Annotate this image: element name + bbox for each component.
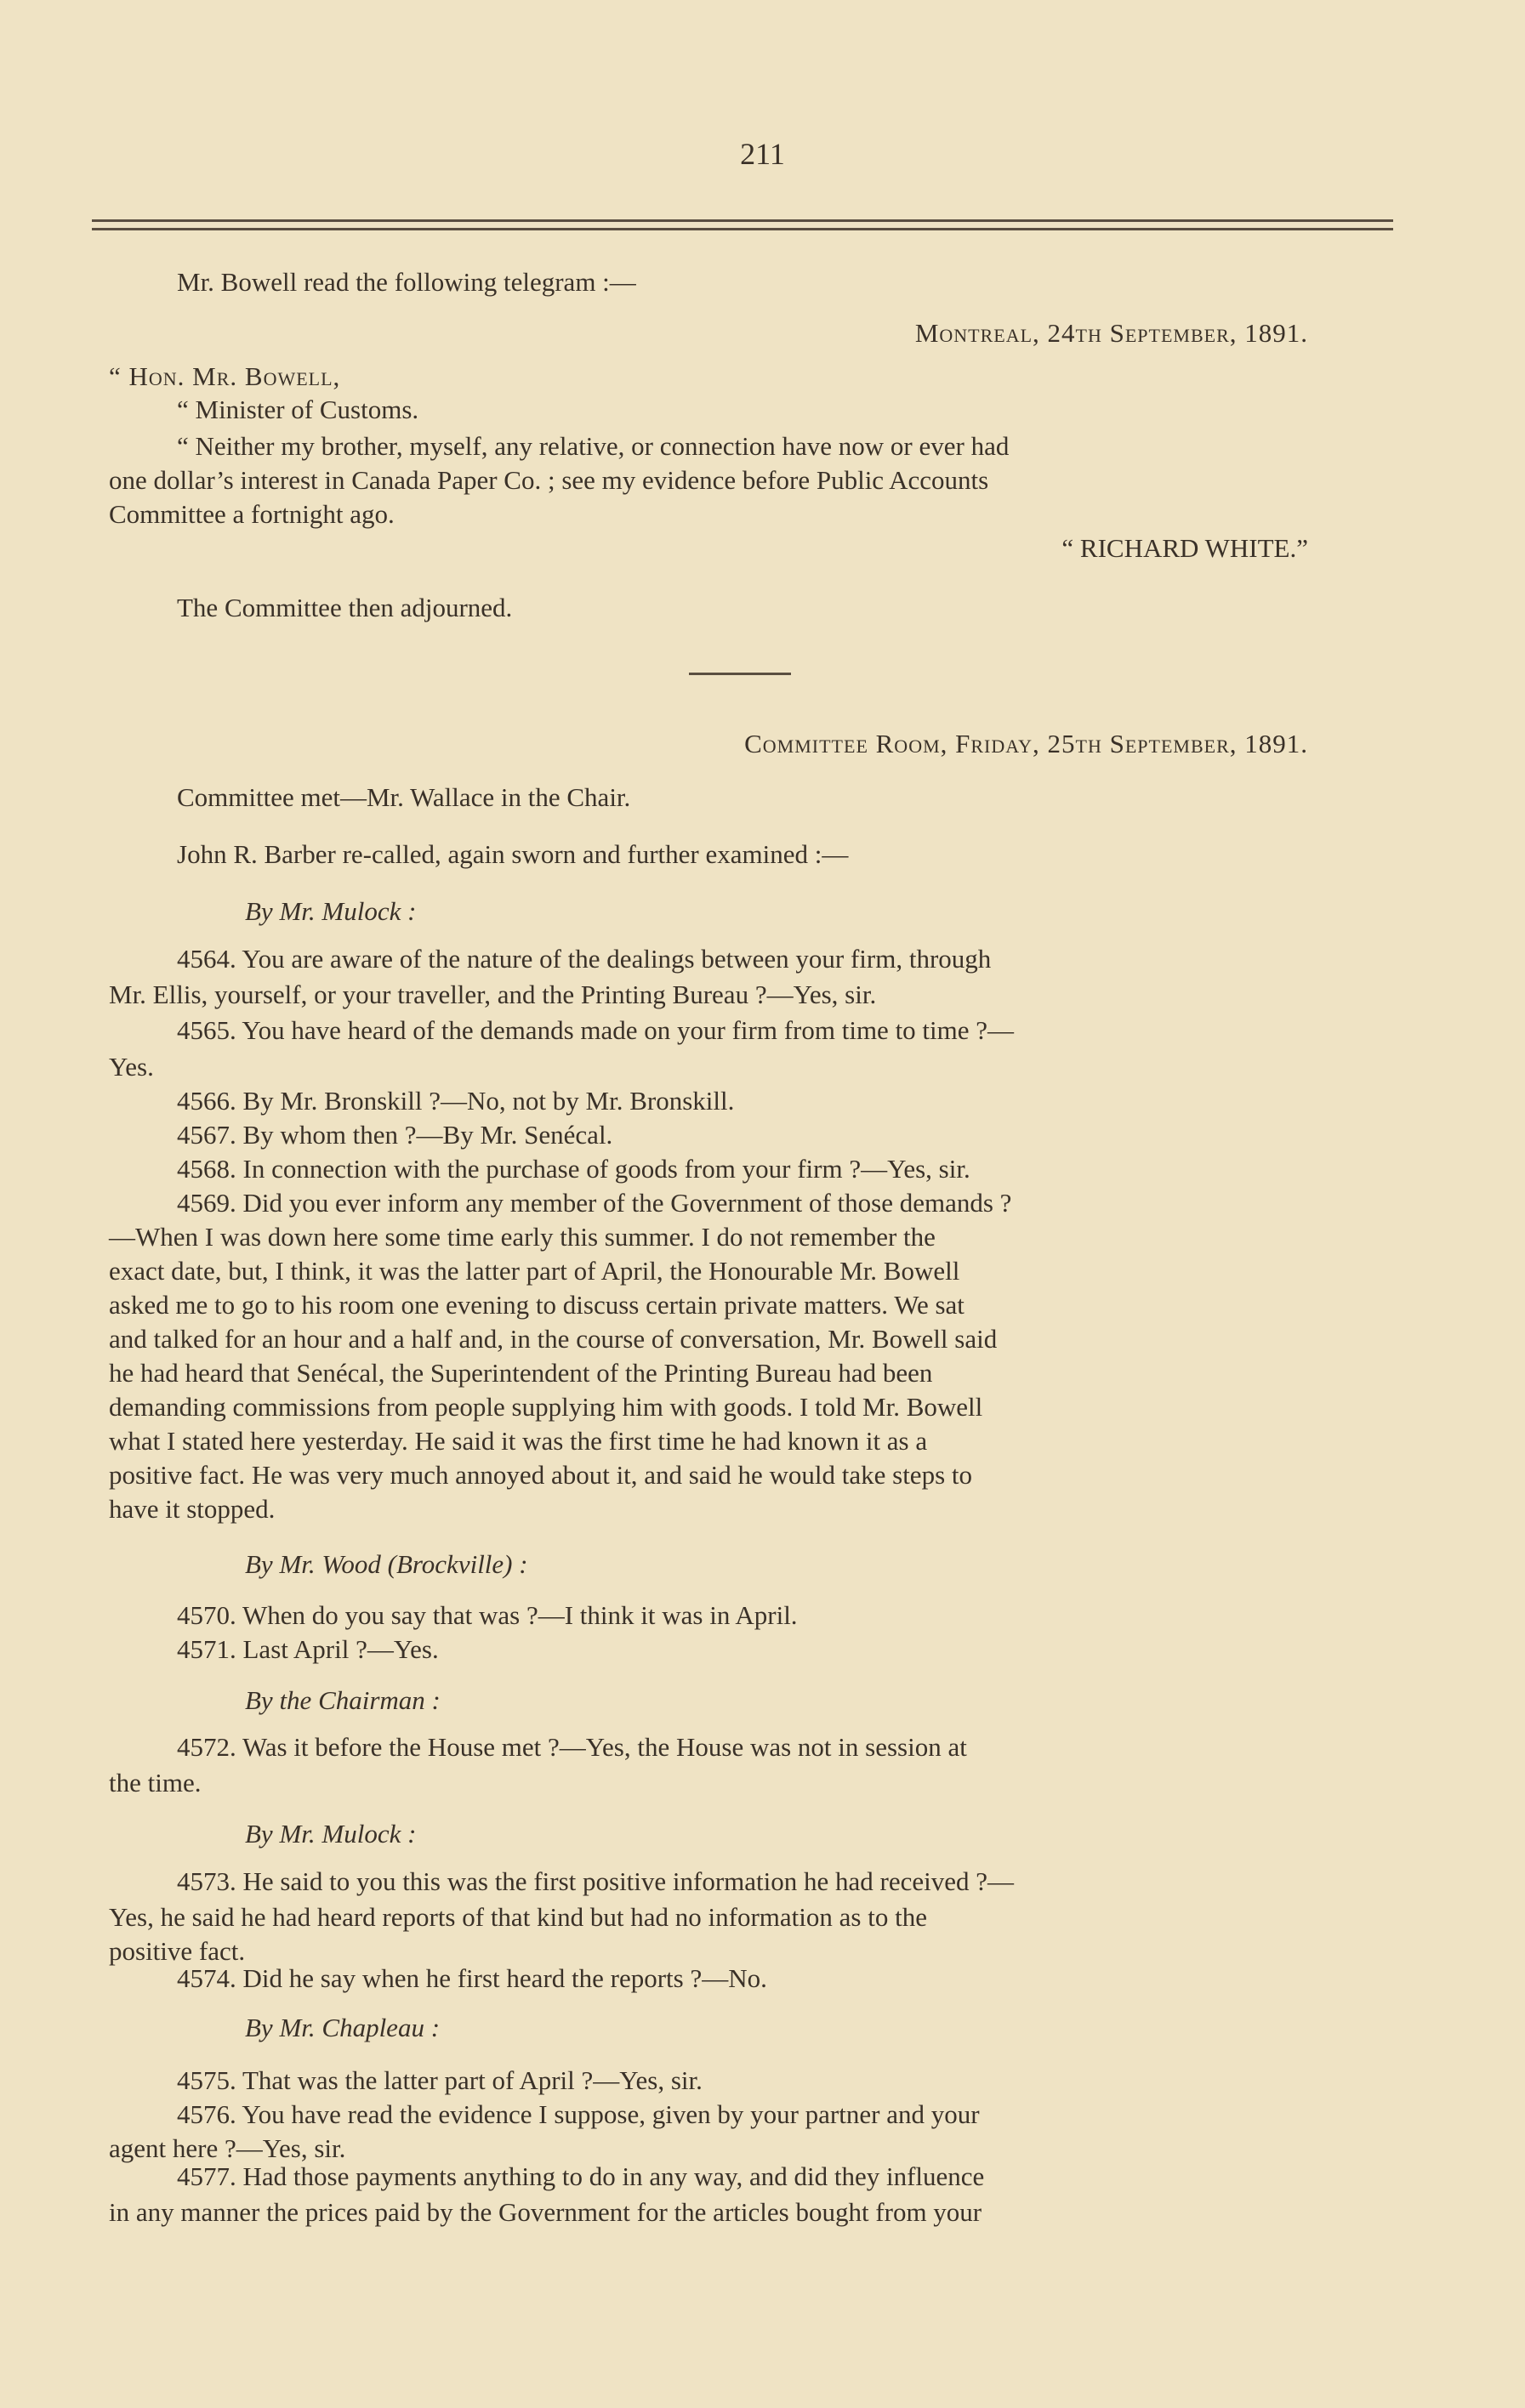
signature-line: “ RICHARD WHITE.” (1061, 533, 1308, 563)
text-line: Committee a fortnight ago. (109, 499, 395, 529)
answer-line: he had heard that Senécal, the Superintendent of the Printing Bureau had been (109, 1358, 933, 1388)
question-line: 4569. Did you ever inform any member of the Government of those demands ? (177, 1188, 1012, 1218)
text-line: John R. Barber re-called, again sworn and further examined :— (177, 839, 849, 869)
salutation-title: “ Minister of Customs. (177, 395, 419, 424)
answer-line: what I stated here yesterday. He said it was the first time he had known it as a (109, 1426, 928, 1456)
question-line: 4566. By Mr. Bronskill ?—No, not by Mr. Bronskill. (177, 1086, 735, 1116)
answer-line: Yes, he said he had heard reports of that kind but had no information as to the (109, 1902, 927, 1932)
question-line: 4575. That was the latter part of April ?—Yes, sir. (177, 2065, 703, 2095)
header-rule-top (92, 219, 1393, 222)
text-line: The Committee then adjourned. (177, 593, 513, 622)
section-divider (689, 673, 791, 675)
question-line: 4574. Did he say when he first heard the reports ?—No. (177, 1963, 767, 1993)
header-rule-bottom (92, 228, 1393, 230)
question-line: 4573. He said to you this was the first positive information he had received ?— (177, 1866, 1015, 1896)
salutation: “ Hon. Mr. Bowell, (109, 361, 341, 391)
answer-line: demanding commissions from people supplying him with goods. I told Mr. Bowell (109, 1392, 983, 1422)
question-line: 4572. Was it before the House met ?—Yes, the House was not in session at (177, 1732, 967, 1762)
question-line: 4565. You have heard of the demands made on your firm from time to time ?— (177, 1015, 1015, 1045)
question-line: 4564. You are aware of the nature of the dealings between your firm, through (177, 944, 992, 974)
question-line: 4568. In connection with the purchase of goods from your firm ?—Yes, sir. (177, 1154, 970, 1184)
session-heading: Committee Room, Friday, 25th September, 1891. (744, 729, 1308, 758)
examiner-heading: By Mr. Wood (Brockville) : (245, 1549, 528, 1579)
answer-line: —When I was down here some time early this summer. I do not remember the (109, 1222, 936, 1252)
question-line: Yes. (109, 1052, 154, 1082)
question-line: the time. (109, 1768, 202, 1797)
question-line: 4576. You have read the evidence I suppose, given by your partner and your (177, 2099, 980, 2129)
examiner-heading: By Mr. Mulock : (245, 896, 417, 926)
answer-line: exact date, but, I think, it was the latter part of April, the Honourable Mr. Bowell (109, 1256, 960, 1286)
examiner-heading: By Mr. Chapleau : (245, 2013, 441, 2042)
page-number: 211 (740, 137, 785, 171)
question-line: 4571. Last April ?—Yes. (177, 1634, 439, 1664)
answer-line: and talked for an hour and a half and, in the course of conversation, Mr. Bowell said (109, 1324, 998, 1354)
examiner-heading: By Mr. Mulock : (245, 1819, 417, 1849)
examiner-heading: By the Chairman : (245, 1685, 441, 1715)
dateline: Montreal, 24th September, 1891. (914, 318, 1308, 348)
answer-line: positive fact. (109, 1936, 246, 1966)
text-line: Mr. Bowell read the following telegram :— (177, 267, 636, 297)
text-line: “ Neither my brother, myself, any relative, or connection have now or ever had (177, 431, 1010, 461)
answer-line: agent here ?—Yes, sir. (109, 2133, 346, 2163)
text-line: one dollar’s interest in Canada Paper Co. ; see my evidence before Public Accounts (109, 465, 989, 495)
question-line: 4570. When do you say that was ?—I think it was in April. (177, 1600, 798, 1630)
text-line: Committee met—Mr. Wallace in the Chair. (177, 782, 631, 812)
question-line: 4577. Had those payments anything to do in any way, and did they influence (177, 2161, 985, 2191)
answer-line: have it stopped. (109, 1494, 276, 1524)
question-line: Mr. Ellis, yourself, or your traveller, and the Printing Bureau ?—Yes, sir. (109, 980, 877, 1009)
question-line: 4567. By whom then ?—By Mr. Senécal. (177, 1120, 613, 1150)
answer-line: positive fact. He was very much annoyed about it, and said he would take steps to (109, 1460, 972, 1490)
question-line: in any manner the prices paid by the Government for the articles bought from your (109, 2197, 982, 2227)
answer-line: asked me to go to his room one evening to discuss certain private matters. We sat (109, 1290, 965, 1320)
